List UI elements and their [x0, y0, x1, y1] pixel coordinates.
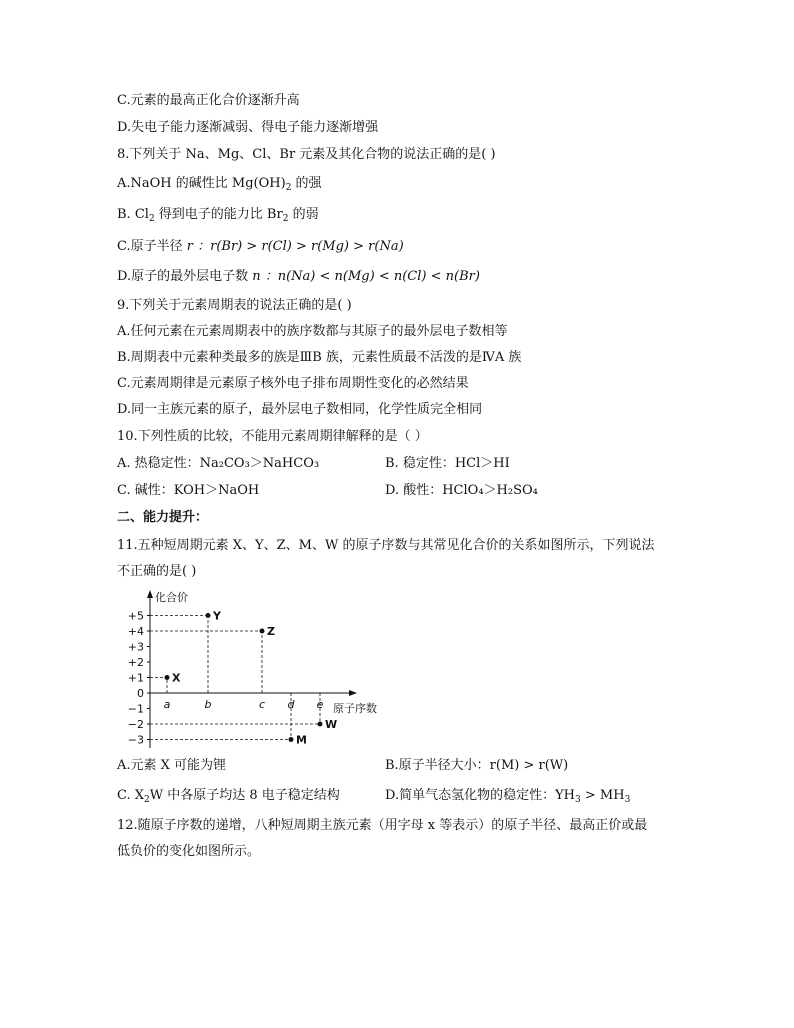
q8-option-c — [117, 238, 404, 256]
y-tick-label: −2 — [127, 718, 144, 731]
y-tick-label: +3 — [127, 640, 144, 654]
q8-a-post: 的强 — [291, 176, 322, 191]
q8-option-d — [117, 268, 480, 286]
x-category-label: c — [258, 698, 266, 711]
q9-option-b: B.周期表中元素种类最多的族是ⅢB 族，元素性质最不活泼的是ⅣA 族 — [117, 350, 522, 365]
y-tick-label: +2 — [127, 656, 144, 669]
q8-a-pre: A.NaOH 的碱性比 — [117, 176, 232, 191]
y-axis-title: 化合价 — [155, 591, 188, 604]
q9-stem: 9.下列关于元素周期表的说法正确的是( ) — [117, 298, 352, 313]
q10-stem: 10.下列性质的比较，不能用元素周期律解释的是（ ） — [117, 429, 428, 444]
point-M — [289, 737, 294, 742]
q11-d-sub2: 3 — [624, 795, 631, 805]
q11-option-c — [117, 787, 340, 809]
q11-c-pre: C. X — [117, 788, 145, 803]
q11-d-pre: D.简单气态氢化物的稳定性：YH — [385, 788, 576, 803]
x-category-label: d — [287, 698, 295, 711]
q9-option-a: A.任何元素在元素周期表中的族序数都与其原子的最外层电子数相等 — [117, 324, 508, 339]
q8-b-sub2: 2 — [282, 214, 289, 224]
q12-stem-line2: 低负价的变化如图所示。 — [117, 844, 261, 859]
q10-option-a: A. 热稳定性：Na₂CO₃＞NaHCO₃ — [117, 456, 320, 471]
q8-stem: 8.下列关于 Na、Mg、Cl、Br 元素及其化合物的说法正确的是( ) — [117, 147, 496, 162]
q11-c-sub: 2 — [144, 795, 150, 805]
q11-stem-line2: 不正确的是( ) — [117, 564, 197, 579]
y-tick-label: +4 — [127, 625, 144, 638]
point-label-M: M — [296, 733, 307, 747]
q8-b-post: 的弱 — [288, 207, 319, 222]
point-label-Y: Y — [213, 609, 221, 623]
q10-option-b: B. 稳定性：HCl＞HI — [385, 456, 510, 471]
q8-d-var: n — [252, 269, 261, 284]
point-label-W: W — [325, 718, 338, 731]
q8-c-pre: C.原子半径 — [117, 239, 187, 254]
x-axis-arrow — [349, 690, 357, 696]
q8-d-expr: ：n(Na) < n(Mg) < n(Cl) < n(Br) — [260, 269, 480, 284]
q11-option-a: A.元素 X 可能为锂 — [117, 758, 227, 773]
section-heading: 二、能力提升： — [117, 510, 209, 525]
x-category-label: b — [204, 698, 212, 711]
q11-option-d — [385, 787, 630, 809]
y-tick-label: +5 — [127, 609, 144, 623]
x-category-label: a — [163, 698, 171, 711]
data-points — [165, 610, 338, 747]
q8-option-b — [117, 206, 319, 228]
valence-chart — [117, 588, 397, 753]
point-Z — [260, 629, 265, 634]
q11-c-post: W 中各原子均达 8 电子稳定结构 — [149, 788, 340, 803]
y-tick-label: −1 — [127, 702, 144, 716]
q9-option-d: D.同一主族元素的原子，最外层电子数相同，化学性质完全相同 — [117, 402, 483, 417]
point-X — [165, 675, 170, 680]
q12-stem-line1: 12.随原子序数的递增，八种短周期主族元素（用字母 x 等表示）的原子半径、最高正价或最 — [117, 818, 648, 833]
q8-a-sub: 2 — [285, 183, 292, 193]
q8-option-a — [117, 175, 322, 197]
q10-option-d: D. 酸性：HClO₄＞H₂SO₄ — [385, 483, 538, 498]
q11-d-sub1: 3 — [575, 795, 581, 805]
y-axis-arrow — [147, 590, 153, 598]
y-tick-label: −3 — [127, 733, 144, 747]
q8-b-mid: 得到电子的能力比 Br — [154, 207, 283, 222]
q8-a-formula: Mg(OH) — [231, 176, 286, 191]
x-axis-title: 原子序数 — [333, 702, 377, 715]
q7-option-c: C.元素的最高正化合价逐渐升高 — [117, 93, 300, 108]
q8-b-pre: B. Cl — [117, 207, 149, 222]
y-tick-label: +1 — [127, 671, 144, 685]
q11-option-b: B.原子半径大小：r(M) > r(W) — [385, 758, 569, 773]
point-label-Z: Z — [267, 625, 275, 638]
point-label-X: X — [172, 671, 181, 685]
q8-b-sub1: 2 — [148, 214, 155, 224]
y-tick-label: 0 — [137, 687, 144, 700]
q9-option-c: C.元素周期律是元素原子核外电子排布周期性变化的必然结果 — [117, 376, 469, 391]
q8-d-pre: D.原子的最外层电子数 — [117, 269, 253, 284]
q10-option-c: C. 碱性：KOH＞NaOH — [117, 483, 260, 498]
point-Y — [206, 613, 211, 618]
q7-option-d: D.失电子能力逐渐减弱、得电子能力逐渐增强 — [117, 120, 379, 135]
q8-c-var: r — [186, 239, 193, 254]
q11-stem-line1: 11.五种短周期元素 X、Y、Z、M、W 的原子序数与其常见化合价的关系如图所示，下列说法 — [117, 538, 655, 553]
x-category-label: e — [316, 698, 324, 711]
point-W — [318, 722, 323, 727]
q11-d-mid: > MH — [580, 788, 625, 803]
y-ticks — [128, 610, 150, 747]
q8-c-expr: ：r(Br) > r(Cl) > r(Mg) > r(Na) — [192, 239, 404, 254]
x-category-labels — [164, 698, 324, 711]
